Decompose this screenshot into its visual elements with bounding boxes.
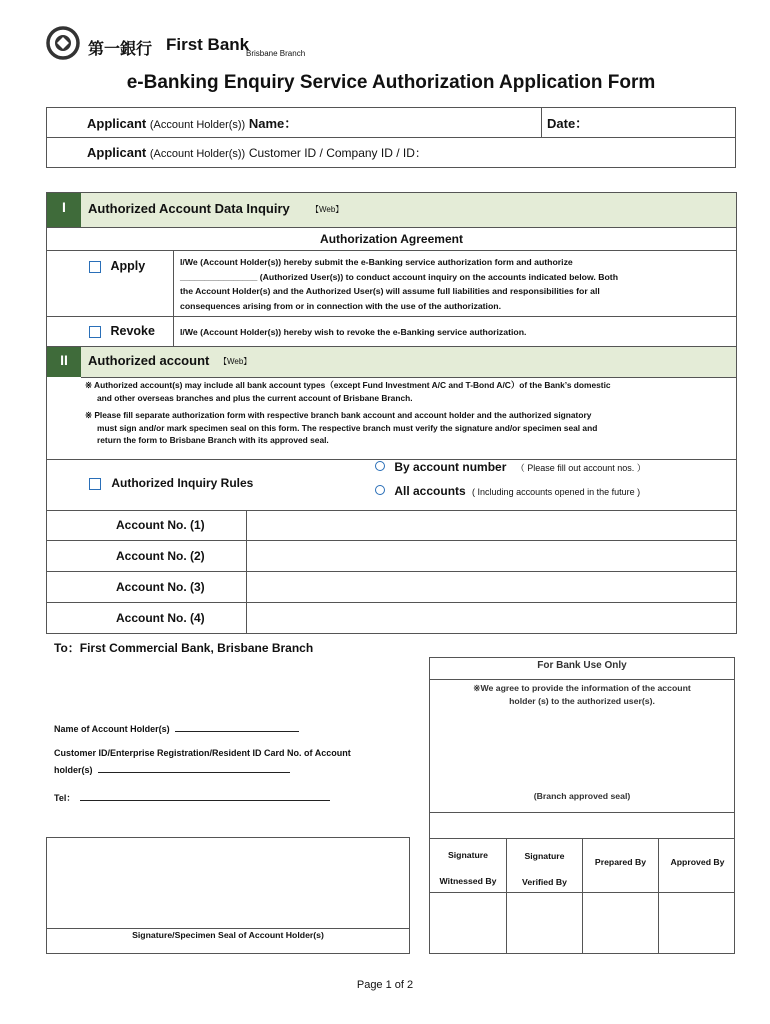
branch-seal-label: (Branch approved seal) (533, 791, 631, 801)
option-all-accounts[interactable] (375, 484, 640, 498)
applicant-name-sub: (Account Holder(s)) (149, 119, 246, 131)
tel-line[interactable] (80, 789, 330, 801)
account-row[interactable] (47, 510, 736, 541)
revoke-row (47, 317, 736, 347)
col-witnessed-line1: Signature (447, 850, 489, 860)
section2-title: Authorized account (88, 353, 210, 368)
all-accounts-label: All accounts (394, 484, 466, 498)
by-account-note: （ Please fill out account nos. ） (515, 463, 646, 473)
date-label: Date： (547, 116, 589, 131)
apply-divider (173, 250, 174, 316)
account-divider (246, 541, 247, 571)
apply-option[interactable] (89, 259, 145, 273)
section2-header (81, 347, 736, 378)
applicant-id-cell[interactable] (47, 138, 736, 168)
page-number: Page 1 of 2 (356, 979, 414, 991)
section2-notes (85, 379, 733, 447)
customer-id-field[interactable] (54, 746, 351, 778)
apply-row (47, 250, 736, 317)
bank-name-cn: 第一銀行 (88, 41, 153, 58)
holder-name-label: Name of Account Holder(s) (54, 724, 170, 734)
section1-title: Authorized Account Data Inquiry (88, 201, 290, 216)
account-label: Account No. (1) (116, 518, 205, 532)
bank-use-title: For Bank Use Only (430, 658, 734, 680)
account-label: Account No. (2) (116, 549, 205, 563)
section1-number: I (47, 193, 81, 227)
page-title: e-Banking Enquiry Service Authorization Application Form (126, 72, 656, 93)
revoke-label: Revoke (110, 324, 155, 338)
col-witnessed (430, 842, 506, 894)
revoke-divider (173, 317, 174, 346)
bank-use-agree-line1: ※We agree to provide the information of the account (473, 683, 691, 693)
bank-use-agree (430, 682, 734, 707)
signature-box[interactable] (46, 837, 410, 954)
inquiry-rules-option[interactable] (89, 476, 253, 490)
bank-use-vline2 (582, 838, 583, 954)
customer-id-label-2: holder(s) (54, 765, 93, 775)
account-row[interactable] (47, 603, 736, 633)
account-label: Account No. (4) (116, 611, 205, 625)
apply-text-line1: I/We (Account Holder(s)) hereby submit the e-Banking service authorization form and authorize (180, 257, 573, 267)
option-by-account[interactable] (375, 460, 646, 474)
apply-text-line2: ________________ (Authorized User(s)) to conduct account inquiry on the accounts indicated below. Both (180, 271, 619, 282)
account-row[interactable] (47, 541, 736, 572)
col-witnessed-line2: Witnessed By (439, 876, 497, 886)
account-divider (246, 603, 247, 633)
bank-use-vline3 (658, 838, 659, 954)
note2-line2: must sign and/or mark specimen seal on this form. The respective branch must verify the signature and/or specimen seal and (97, 422, 598, 433)
to-line: To：First Commercial Bank, Brisbane Branch (54, 641, 314, 655)
note2-line1: ※ Please fill separate authorization form with respective branch bank account and account holder and the authorized signatory (85, 410, 592, 420)
tel-field[interactable] (54, 789, 330, 804)
apply-text-line3: the Account Holder(s) and the Authorized User(s) will assume full liabilities and responsibilities for all (180, 286, 600, 296)
all-accounts-radio[interactable] (375, 485, 385, 495)
revoke-checkbox[interactable] (89, 326, 101, 338)
bank-logo-icon (46, 26, 80, 60)
col-prepared: Prepared By (594, 857, 647, 867)
all-accounts-note: ( Including accounts opened in the future ) (472, 487, 641, 497)
applicant-name-cell[interactable] (47, 108, 542, 138)
holder-name-line[interactable] (175, 720, 299, 732)
branch-name: Brisbane Branch (246, 49, 306, 58)
revoke-option[interactable] (89, 324, 155, 338)
col-approved: Approved By (670, 857, 725, 867)
inquiry-rules-label: Authorized Inquiry Rules (111, 476, 254, 490)
section2-number: II (47, 347, 81, 377)
col-verified (507, 843, 582, 895)
section2-tag: 【Web】 (219, 357, 252, 366)
section1-header (81, 193, 736, 228)
applicant-table (46, 107, 736, 168)
account-divider (246, 510, 247, 540)
main-block (46, 192, 737, 634)
account-divider (246, 572, 247, 602)
holder-name-field[interactable] (54, 720, 299, 734)
revoke-text: I/We (Account Holder(s)) hereby wish to revoke the e-Banking service authorization. (180, 327, 527, 337)
applicant-name-label: Applicant (87, 116, 147, 131)
apply-text-line4: consequences arising from or in connection with the use of the authorization. (180, 300, 501, 311)
bank-use-sep1 (430, 812, 734, 813)
apply-label: Apply (110, 259, 146, 273)
by-account-label: By account number (394, 460, 507, 474)
applicant-id-label: Applicant (87, 145, 147, 160)
signature-box-label: Signature/Specimen Seal of Account Holder(s) (132, 930, 324, 940)
bank-logo (46, 26, 346, 60)
account-row[interactable] (47, 572, 736, 603)
signature-box-divider (47, 928, 409, 929)
section1-tag: 【Web】 (311, 205, 344, 214)
bank-name-en: First Bank (166, 35, 250, 54)
col-verified-line1: Signature (524, 851, 565, 861)
inquiry-rules-row (47, 459, 736, 511)
apply-text (180, 255, 618, 313)
note1-line2: and other overseas branches and plus the current account of Brisbane Branch. (97, 392, 413, 403)
tel-label: Tel： (54, 793, 76, 803)
applicant-id-sub: (Account Holder(s)) (149, 148, 246, 160)
inquiry-rules-checkbox[interactable] (89, 478, 101, 490)
by-account-radio[interactable] (375, 461, 385, 471)
col-verified-line2: Verified By (522, 877, 567, 887)
bank-use-agree-line2: holder (s) to the authorized user(s). (509, 695, 655, 706)
applicant-name-end: Name： (248, 116, 298, 131)
applicant-id-end: Customer ID / Company ID / ID： (248, 146, 427, 160)
note1-line1: ※ Authorized account(s) may include all bank account types（except Fund Investment A/C and T-Bond A/C）of the Bank’s domestic (85, 380, 611, 390)
note2-line3: return the form to Brisbane Branch with its approved seal. (97, 435, 329, 445)
account-label: Account No. (3) (116, 580, 205, 594)
agreement-header: Authorization Agreement (47, 227, 736, 251)
customer-id-label-1: Customer ID/Enterprise Registration/Resident ID Card No. of Account (54, 748, 351, 758)
date-cell[interactable] (542, 108, 736, 138)
apply-checkbox[interactable] (89, 261, 101, 273)
bank-use-box (429, 657, 735, 954)
customer-id-line[interactable] (98, 761, 290, 773)
